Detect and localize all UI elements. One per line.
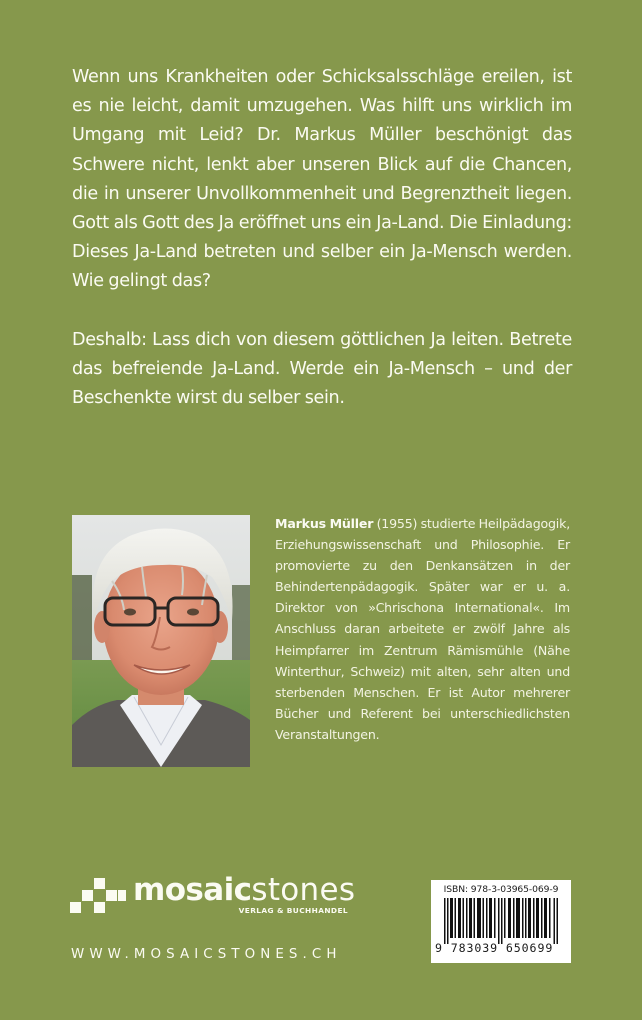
barcode-icon	[444, 898, 558, 944]
isbn-barcode	[431, 880, 571, 963]
isbn-label: ISBN: 978-3-03965-069-9	[443, 884, 559, 895]
author-photo	[72, 515, 250, 767]
author-portrait-icon	[72, 515, 250, 767]
wordmark-light: stones	[251, 872, 356, 908]
publisher-url: WWW.MOSAICSTONES.CH	[71, 947, 342, 962]
blurb-paragraph-1: Wenn uns Krankheiten oder Schicksalsschläge ereilen, ist es nie leicht, damit umzugehen. Was hilft uns wirklich im Umgang mit Leid? Dr. Markus Müller beschönigt das Schwere nicht, lenkt aber unseren Blick auf die Chancen, die in unserer Unvollkommenheit und Begrenztheit liegen. Gott als Gott des Ja eröffnet uns ein Ja-Land. Die Einladung: Dieses Ja-Land betreten und selber ein Ja-Mensch werden. Wie gelingt das?	[72, 67, 572, 292]
author-bio	[275, 513, 570, 745]
publisher-wordmark	[133, 872, 355, 908]
publisher-logo	[70, 872, 360, 928]
blurb-text	[72, 63, 572, 442]
author-bio-text: (1955) studierte Heilpädagogik, Erziehungswissenschaft und Philosophie. Er promovierte zu den Denkansätzen in der Behindertenpädagogik. Später war er u. a. Direktor von »Chrischona International«. Im Anschluss daran arbeitete er zwölf Jahre als Heimpfarrer im Zentrum Rämismühle (Nähe Winterthur, Schweiz) mit alten, sehr alten und sterbenden Menschen. Er ist Autor mehrerer Bücher und Referent bei unterschiedlichsten Veranstaltungen.	[275, 516, 570, 742]
wordmark-bold: mosaic	[133, 872, 252, 908]
author-name: Markus Müller	[275, 516, 374, 531]
publisher-tagline: VERLAG & BUCHHANDEL	[238, 906, 348, 915]
author-bio-paragraph	[275, 513, 570, 745]
mosaic-squares-icon	[70, 878, 130, 918]
blurb-paragraph-2: Deshalb: Lass dich von diesem göttlichen Ja leiten. Betrete das befreiende Ja-Land. Werde ein Ja-Mensch – und der Beschenkte wirst du selber sein.	[72, 329, 572, 409]
isbn-digits: 9 783039 650699	[435, 941, 554, 955]
